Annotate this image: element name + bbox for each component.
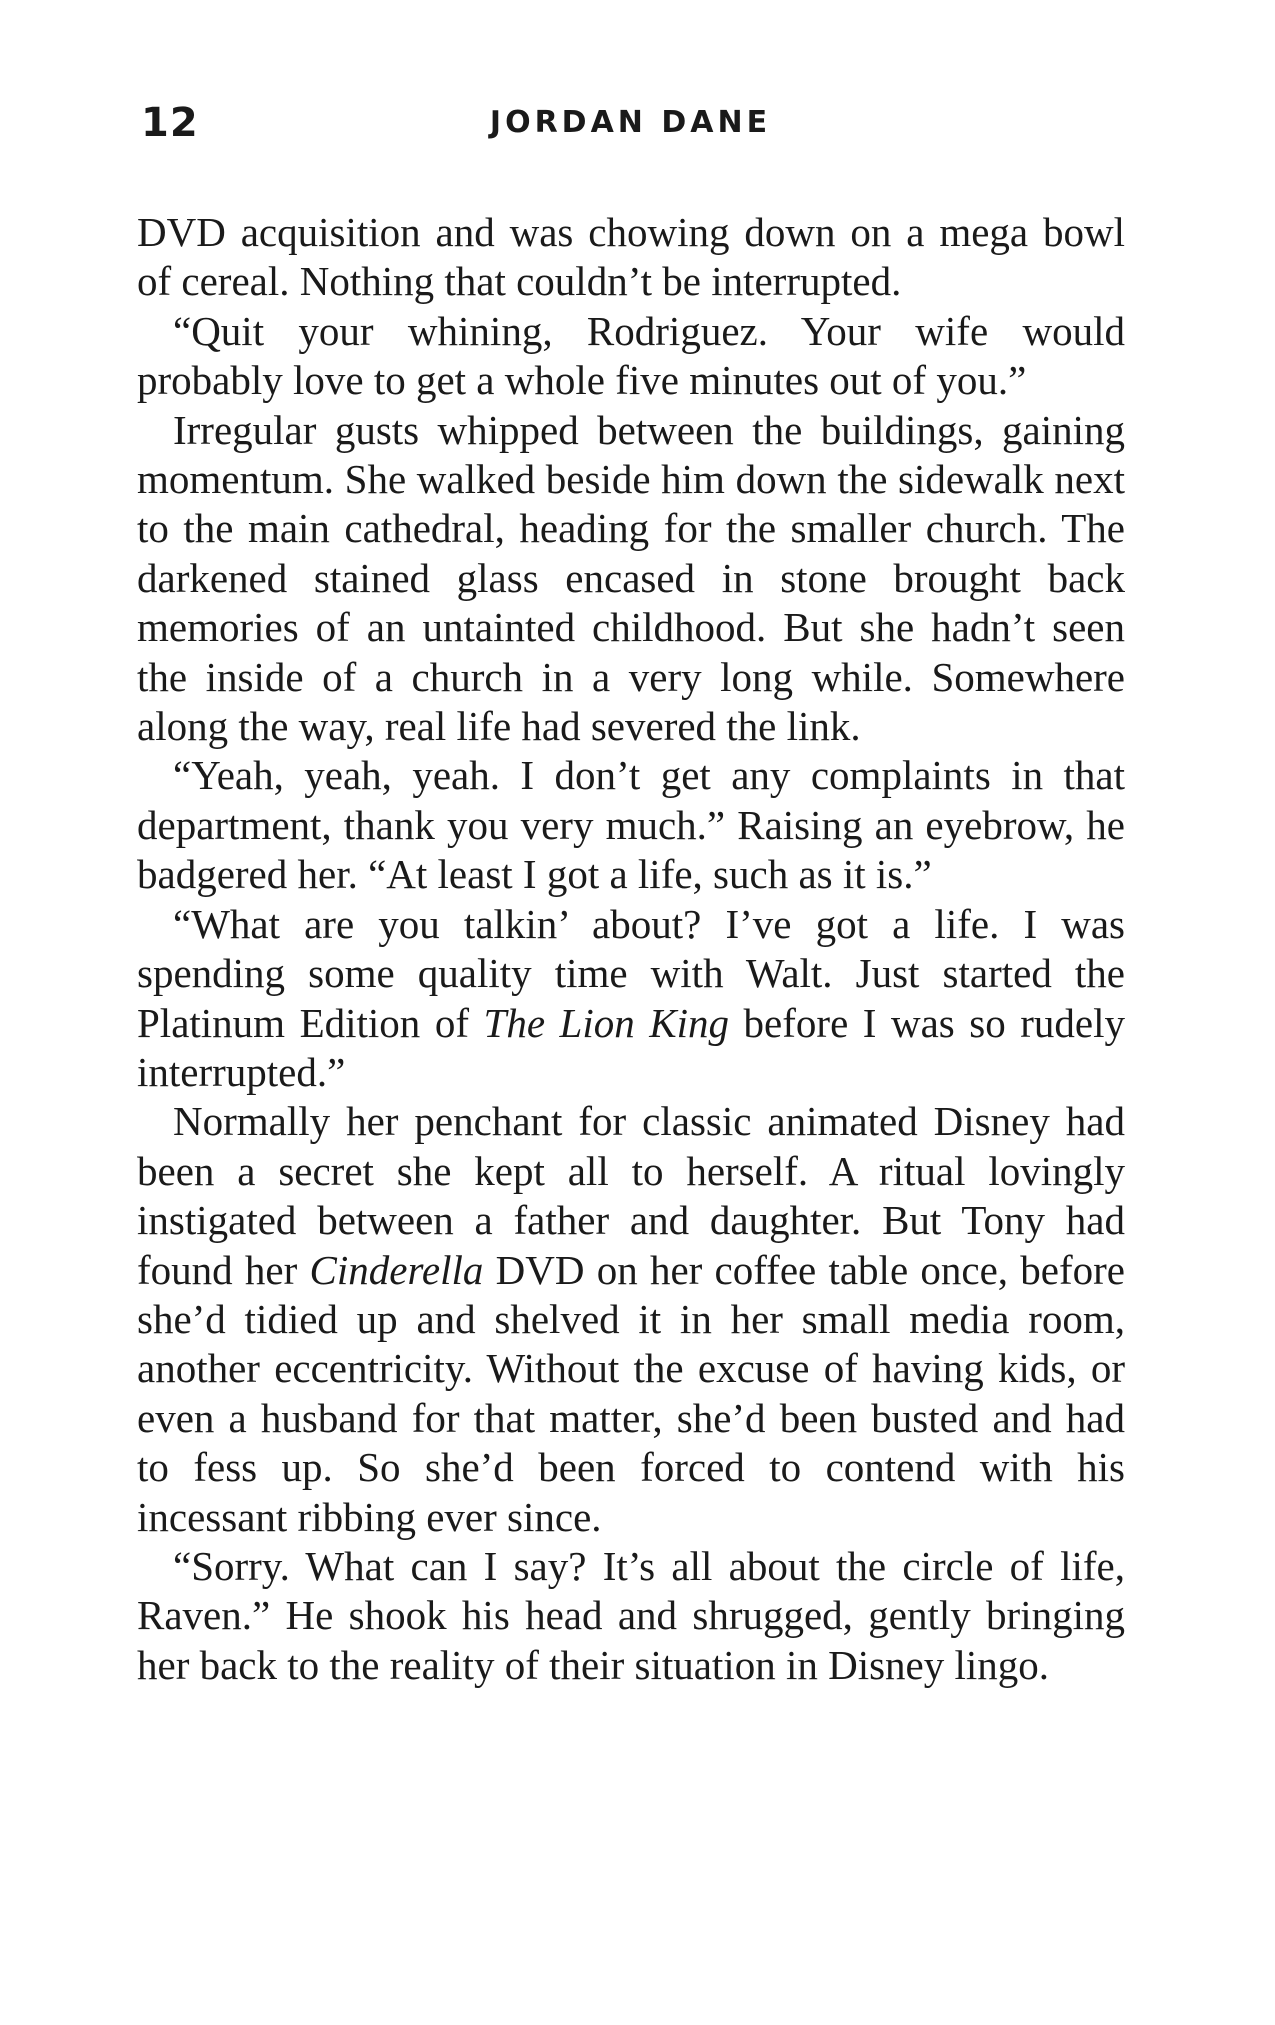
paragraph-5 <box>137 900 1125 1098</box>
paragraph-1 <box>137 208 1125 307</box>
page-number: 12 <box>141 100 199 146</box>
paragraph-4 <box>137 751 1125 899</box>
italic-title: Cinderella <box>309 1246 484 1293</box>
paragraph-6 <box>137 1097 1125 1542</box>
paragraph-2 <box>137 307 1125 406</box>
paragraph-text: “What are you talkin’ about? I’ve got a life. I was spending some quality time with Walt. Just started the Platinum Edition of <box>137 900 1125 1046</box>
paragraph-text: Normally her penchant for classic animated Disney had been a secret she kept all to herself. A ritual lovingly instigated between a father and daughter. But Tony had found her <box>137 1098 1125 1293</box>
paragraph-text: Irregular gusts whipped between the buildings, gaining momentum. She walked beside him down the sidewalk next to the main cathedral, heading for the smaller church. The darkened stained glass encased in stone brought back memories of an untainted childhood. But she hadn’t seen the inside of a church in a very long while. Somewhere along the way, real life had severed the link. <box>137 406 1125 750</box>
paragraph-3 <box>137 406 1125 752</box>
italic-title: The Lion King <box>483 999 730 1046</box>
running-head <box>137 98 1124 148</box>
paragraph-text: “Yeah, yeah, yeah. I don’t get any complaints in that department, thank you very much.” Raising an eyebrow, he badgered her. “At least I got a life, such as it is.” <box>137 752 1125 898</box>
paragraph-text: before I was so rudely interrupted.” <box>137 999 1125 1095</box>
running-head-author: JORDAN DANE <box>489 105 772 140</box>
body-text <box>137 208 1125 1690</box>
paragraph-7 <box>137 1542 1125 1690</box>
paragraph-text: DVD acquisition and was chowing down on a mega bowl of cereal. Nothing that couldn’t be interrupted. <box>137 209 1125 305</box>
paragraph-text: “Quit your whining, Rodriguez. Your wife would probably love to get a whole five minutes out of you.” <box>137 307 1125 404</box>
paragraph-text: “Sorry. What can I say? It’s all about the circle of life, Raven.” He shook his head and shrugged, gently bringing her back to the reality of their situation in Disney lingo. <box>137 1542 1125 1688</box>
paragraph-text: DVD on her coffee table once, before she’d tidied up and shelved it in her small media room, another eccentricity. Without the excuse of having kids, or even a husband for that matter, she’d been busted and had to fess up. So she’d been forced to contend with his incessant ribbing ever since. <box>137 1246 1125 1540</box>
